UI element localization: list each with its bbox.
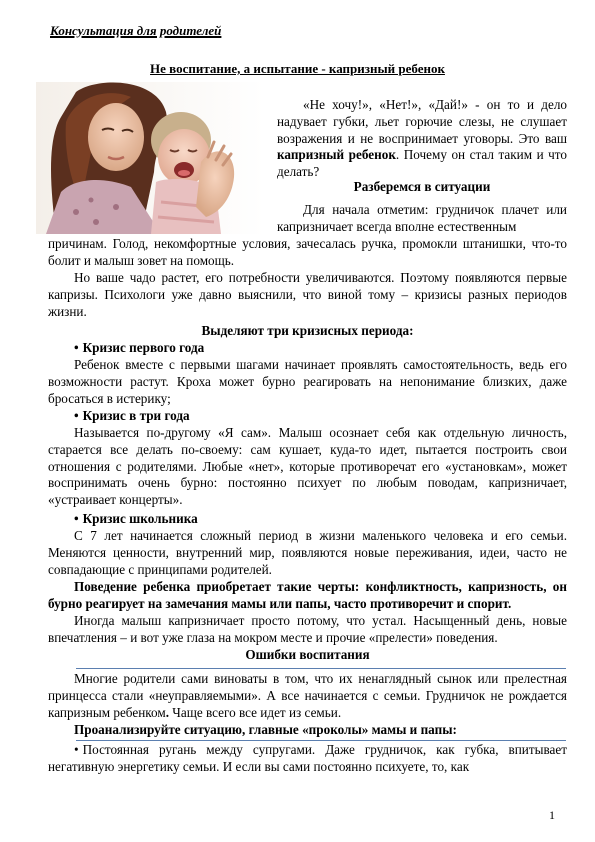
- behavior-paragraph: Поведение ребенка приобретает такие черты: конфликтность, капризность, он бурно реагирует на замечания мамы или папы, часто противоречит и спорит.: [48, 579, 567, 611]
- intro-text-start: «Не хочу!», «Нет!», «Дай!» - он то и дело надувает губки, льет горючие слезы, не слушает возражения и не воспринимает уговоры. Это ваш: [277, 97, 567, 146]
- last-paragraph-text: Постоянная ругань между супругами. Даже грудничок, как губка, впитывает негативную энергетику семьи. И если вы сами постоянно психуете, то, как: [48, 742, 567, 774]
- paragraph-1-end: причинам. Голод, некомфортные условия, зачесалась ручка, промокли штанишки, что-то болит и малыш зовет на помощь.: [48, 236, 567, 268]
- heading-mistakes: Ошибки воспитания: [245, 647, 370, 662]
- crisis-2-title-text: • Кризис в три года: [74, 408, 190, 423]
- mistakes-paragraph: [48, 671, 567, 721]
- intro-bold-phrase: капризный ребенок: [277, 147, 396, 163]
- page-number: 1: [549, 808, 555, 822]
- crisis-2-text: Называется по-другому «Я сам». Малыш осознает себя как отдельную личность, старается все делать по-своему: сам кушает, куда-то идет, пытается построить свои отношения с родителями. Любые «нет», которые противоречат его «установкам», может воспринимать очень бурно: постоянно психует по любым поводам, капризничает, «устраивает концерты».: [48, 425, 567, 508]
- heading-situation: Разберемся в ситуации: [353, 179, 491, 194]
- consultation-label: Консультация для родителей: [50, 23, 222, 38]
- intro-paragraph: [277, 97, 567, 181]
- analyze-heading: Проанализируйте ситуацию, главные «проколы» мамы и папы:: [74, 722, 457, 737]
- crisis-3-title-text: • Кризис школьника: [74, 511, 198, 526]
- bullet-icon: [74, 742, 83, 757]
- intro-text-end: . Почему он стал таким и что делать?: [277, 147, 567, 180]
- tired-paragraph: Иногда малыш капризничает просто потому, что устал. Насыщенный день, новые впечатления – и вот уже глаза на мокром месте и прочие «прелести» поведения.: [48, 613, 567, 645]
- last-paragraph: [48, 742, 567, 776]
- divider-line-2: [76, 740, 566, 741]
- paragraph-1-start: Для начала отметим: грудничок плачет или капризничает всегда вполне естественным: [277, 202, 567, 234]
- crisis-3-title: [74, 511, 564, 528]
- page-title: Не воспитание, а испытание - капризный ребенок: [150, 61, 445, 76]
- divider-line: [76, 668, 566, 669]
- crisis-1-title: [74, 340, 564, 357]
- crisis-3-text: С 7 лет начинается сложный период в жизни маленького человека и его семьи. Меняются ценности, внутренний мир, появляются новые переживания, идеи, часто не совпадающие с принципами родителей.: [48, 528, 567, 577]
- heading-periods: Выделяют три кризисных периода:: [201, 323, 414, 338]
- crisis-1-text: Ребенок вместе с первыми шагами начинает проявлять самостоятельность, ведь его возможности растут. Кроха может бурно реагировать на непонимание близких, даже бросаться в истерику;: [48, 357, 567, 406]
- mistakes-text: Многие родители сами виноваты в том, что их ненаглядный сынок или прелестная принцесса стали «неуправляемыми». А все начинается с семьи. Грудничок не рождается капризным ребенком: [48, 671, 567, 720]
- mistakes-text-end: Чаще всего все идет из семьи.: [168, 704, 342, 720]
- mother-child-illustration: [36, 82, 264, 234]
- paragraph-2: Но ваше чадо растет, его потребности увеличиваются. Поэтому появляются первые капризы. Психологи уже давно выяснили, что виной тому – кризисы разных периодов жизни.: [48, 270, 567, 319]
- crisis-2-title: [74, 408, 564, 425]
- crisis-1-title-text: • Кризис первого года: [74, 340, 204, 355]
- mother-child-photo: [36, 82, 264, 234]
- mistakes-period: .: [165, 704, 169, 720]
